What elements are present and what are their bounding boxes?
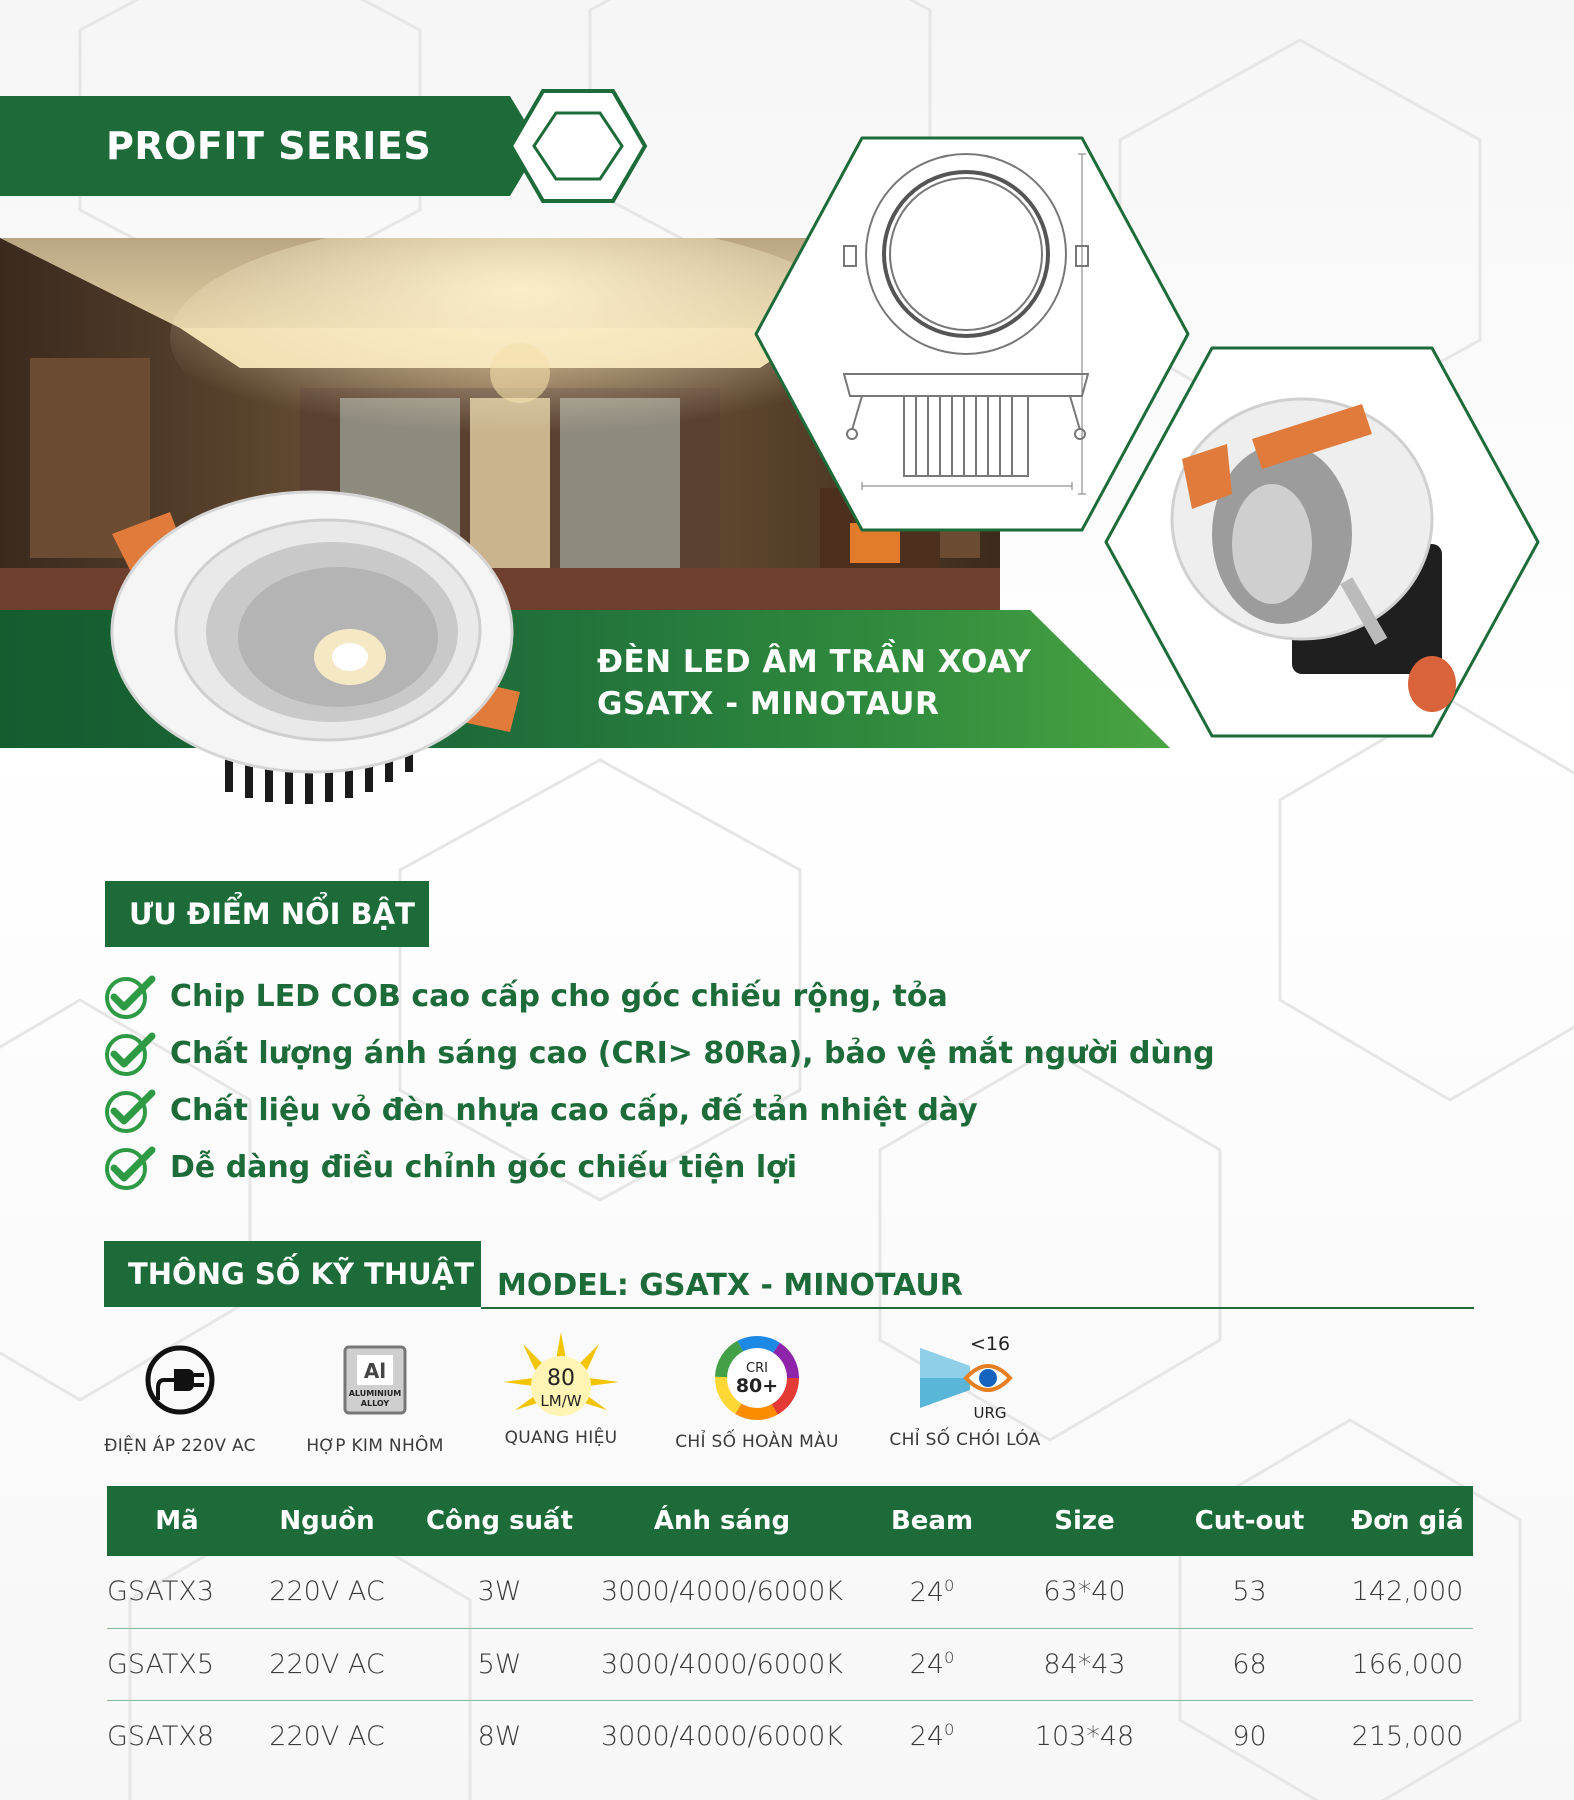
cell-code: GSATX3 <box>107 1576 215 1608</box>
hexagon-badge-icon <box>508 88 648 204</box>
col-header-price: Đơn giá <box>1351 1506 1464 1536</box>
advantage-text: Chất lượng ánh sáng cao (CRI> 80Ra), bảo vệ mắt người dùng <box>170 1036 1215 1071</box>
advantage-item <box>104 1139 1215 1196</box>
check-circle-icon <box>104 1145 156 1191</box>
table-header-row <box>107 1486 1473 1556</box>
efficacy-value: 80 <box>547 1366 575 1391</box>
glare-eye-icon <box>910 1332 1020 1422</box>
beam-value: 24 <box>909 1721 945 1753</box>
cell-beam <box>852 1628 1012 1700</box>
beam-degree: 0 <box>944 1575 955 1595</box>
sun-efficacy-icon <box>501 1330 621 1422</box>
beam-degree: 0 <box>944 1720 955 1740</box>
model-label: MODEL: GSATX - MINOTAUR <box>497 1268 963 1303</box>
cell-cutout: 68 <box>1232 1648 1267 1680</box>
col-header-beam: Beam <box>890 1506 974 1536</box>
cell-beam <box>852 1700 1012 1772</box>
cell-beam <box>852 1556 1012 1628</box>
product-name-line1: ĐÈN LED ÂM TRẦN XOAY <box>597 644 1032 680</box>
cri-label: CRI <box>746 1361 768 1376</box>
feature-label: QUANG HIỆU <box>504 1428 618 1448</box>
cell-size: 63*40 <box>1043 1576 1126 1608</box>
alloy-sub2: ALLOY <box>360 1399 390 1408</box>
col-header-wattage: Công suất <box>425 1506 574 1536</box>
cell-cutout: 90 <box>1232 1720 1267 1752</box>
beam-degree: 0 <box>944 1648 955 1667</box>
advantage-item <box>104 1025 1215 1082</box>
advantage-item <box>104 1082 1215 1139</box>
cell-cutout: 53 <box>1232 1576 1267 1608</box>
advantages-list <box>104 968 1215 1196</box>
feature-label: HỢP KIM NHÔM <box>306 1436 444 1456</box>
col-header-source: Nguồn <box>279 1506 375 1536</box>
downlight-product-image <box>100 482 540 812</box>
feature-voltage <box>90 1338 270 1456</box>
product-name-line2: GSATX - MINOTAUR <box>597 686 940 722</box>
cell-price: 166,000 <box>1351 1648 1464 1680</box>
feature-label: CHỈ SỐ CHÓI LÓA <box>889 1430 1041 1450</box>
feature-glare <box>875 1332 1055 1450</box>
cell-size: 103*48 <box>1034 1720 1135 1752</box>
feature-efficacy <box>471 1330 651 1448</box>
glare-value: <16 <box>969 1333 1011 1355</box>
check-circle-icon <box>104 1031 156 1077</box>
check-circle-icon <box>104 974 156 1020</box>
cell-code: GSATX8 <box>107 1720 215 1752</box>
aluminium-alloy-icon <box>341 1343 409 1417</box>
cell-price: 142,000 <box>1351 1576 1464 1608</box>
cell-source: 220V AC <box>269 1648 385 1680</box>
cell-price: 215,000 <box>1351 1720 1464 1752</box>
col-header-cutout: Cut-out <box>1194 1506 1305 1536</box>
glare-unit: URG <box>973 1404 1007 1422</box>
cell-size: 84*43 <box>1043 1648 1126 1680</box>
cell-wattage: 8W <box>477 1720 522 1752</box>
cell-wattage: 5W <box>477 1648 522 1680</box>
plug-icon <box>143 1343 217 1417</box>
col-header-light: Ánh sáng <box>653 1506 791 1536</box>
feature-material <box>285 1338 465 1456</box>
feature-label: ĐIỆN ÁP 220V AC <box>104 1436 256 1456</box>
advantage-text: Chất liệu vỏ đèn nhựa cao cấp, đế tản nhiệt dày <box>170 1093 978 1128</box>
advantage-text: Dễ dàng điều chỉnh góc chiếu tiện lợi <box>170 1150 798 1185</box>
advantages-heading: ƯU ĐIỂM NỔI BẬT <box>105 881 429 947</box>
cri-value: 80+ <box>735 1375 779 1397</box>
table-row <box>107 1700 1473 1772</box>
alloy-sub1: ALUMINIUM <box>348 1389 402 1398</box>
model-divider <box>481 1307 1474 1309</box>
cell-light: 3000/4000/6000K <box>600 1576 844 1608</box>
beam-value: 24 <box>909 1649 945 1680</box>
efficacy-unit: LM/W <box>540 1392 582 1410</box>
feature-label: CHỈ SỐ HOÀN MÀU <box>675 1432 839 1452</box>
cell-light: 3000/4000/6000K <box>600 1720 844 1752</box>
product-side-photo <box>1102 344 1542 740</box>
table-row <box>107 1556 1473 1628</box>
cell-wattage: 3W <box>477 1576 522 1608</box>
check-circle-icon <box>104 1088 156 1134</box>
feature-cri <box>667 1334 847 1452</box>
table-row <box>107 1628 1473 1700</box>
specs-heading: THÔNG SỐ KỸ THUẬT <box>104 1241 481 1307</box>
cell-source: 220V AC <box>269 1720 385 1752</box>
series-title: PROFIT SERIES <box>106 124 432 168</box>
advantage-item <box>104 968 1215 1025</box>
advantage-text: Chip LED COB cao cấp cho góc chiếu rộng, tỏa <box>170 979 948 1014</box>
spec-table <box>107 1486 1473 1772</box>
cell-code: GSATX5 <box>107 1648 215 1680</box>
cell-light: 3000/4000/6000K <box>600 1648 844 1680</box>
cri-ring-icon <box>713 1334 801 1422</box>
cell-source: 220V AC <box>269 1576 385 1608</box>
col-header-code: Mã <box>155 1506 199 1536</box>
alloy-symbol: Al <box>363 1359 387 1383</box>
beam-value: 24 <box>909 1576 945 1608</box>
col-header-size: Size <box>1054 1506 1115 1536</box>
